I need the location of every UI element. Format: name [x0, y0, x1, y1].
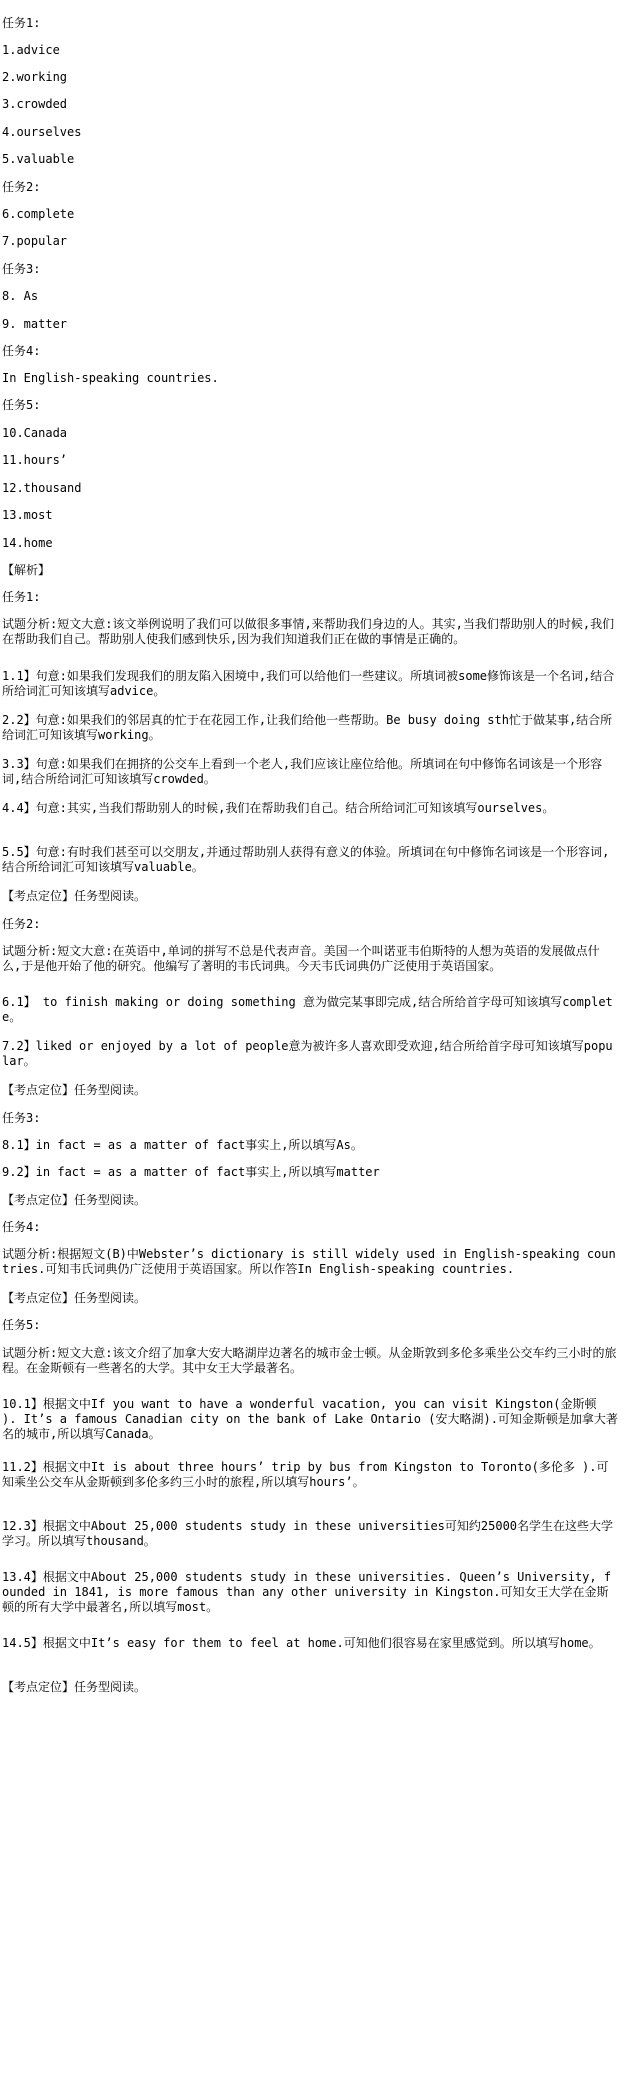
doc-line: 试题分析:根据短文(B)中Webster’s dictionary is still widely used in English-speaking countries.可知韦氏词典仍广泛使用于英语国家。所以作答In English-speaking countries. [2, 1247, 616, 1276]
doc-line: 【考点定位】任务型阅读。 [2, 1680, 147, 1694]
doc-line: 6.complete [2, 207, 75, 221]
doc-line: 任务1: [2, 16, 41, 30]
doc-line: 试题分析:短文大意:该文介绍了加拿大安大略湖岸边著名的城市金士顿。从金斯敦到多伦多乘坐公交车约三小时的旅程。在金斯顿有一些著名的大学。其中女王大学最著名。 [2, 1346, 617, 1375]
doc-line: 11.2】根据文中It is about three hours’ trip by bus from Kingston to Toronto(多伦多 ).可知乘坐公交车从金斯顿到多伦多约三小时的旅程,所以填写hours’。 [2, 1460, 609, 1489]
doc-line: 14.5】根据文中It’s easy for them to feel at home.可知他们很容易在家里感觉到。所以填写home。 [2, 1636, 601, 1650]
doc-line: 5.valuable [2, 152, 75, 166]
doc-line: 8.1】in fact = as a matter of fact事实上,所以填写As。 [2, 1138, 363, 1152]
doc-line: 10.1】根据文中If you want to have a wonderful vacation, you can visit Kingston(金斯顿 ). It’s a famous Canadian city on the bank of Lake Ontario (安大略湖).可知金斯顿是加拿大著名的城市,所以填写Canada。 [2, 1397, 618, 1441]
doc-line: 9.2】in fact = as a matter of fact事实上,所以填写matter [2, 1165, 380, 1179]
doc-line: 13.most [2, 508, 53, 522]
doc-line: 6.1】 to finish making or doing something 意为做完某事即完成,结合所给首字母可知该填写complete。 [2, 995, 613, 1024]
doc-line: 试题分析:短文大意:在英语中,单词的拼写不总是代表声音。美国一个叫诺亚韦伯斯特的人想为英语的发展做点什么,于是他开始了他的研究。他编写了著明的韦氏词典。今天韦氏词典仍广泛使用于英语国家。 [2, 944, 600, 973]
doc-line: 任务4: [2, 1220, 41, 1234]
doc-line: 【考点定位】任务型阅读。 [2, 1083, 147, 1097]
doc-line: 4.4】句意:其实,当我们帮助别人的时候,我们在帮助我们自己。结合所给词汇可知该填写ourselves。 [2, 801, 555, 815]
doc-line: 3.3】句意:如果我们在拥挤的公交车上看到一个老人,我们应该让座位给他。所填词在句中修饰名词该是一个形容词,结合所给词汇可知该填写crowded。 [2, 757, 603, 786]
doc-line: 14.home [2, 536, 53, 550]
doc-line: 任务2: [2, 180, 41, 194]
doc-line: 2.2】句意:如果我们的邻居真的忙于在花园工作,让我们给他一些帮助。Be busy doing sth忙于做某事,结合所给词汇可知该填写working。 [2, 713, 613, 742]
doc-line: 任务5: [2, 398, 41, 412]
doc-line: 1.advice [2, 43, 60, 57]
doc-line: 2.working [2, 70, 68, 84]
doc-line: 【解析】 [2, 563, 51, 577]
doc-line: 1.1】句意:如果我们发现我们的朋友陷入困境中,我们可以给他们一些建议。所填词被some修饰该是一个名词,结合所给词汇可知该填写advice。 [2, 669, 615, 698]
doc-line: 4.ourselves [2, 125, 82, 139]
doc-line: 【考点定位】任务型阅读。 [2, 1193, 147, 1207]
doc-line: 7.2】liked or enjoyed by a lot of people意为被许多人喜欢即受欢迎,结合所给首字母可知该填写popular。 [2, 1039, 613, 1068]
doc-line: 3.crowded [2, 97, 68, 111]
doc-line: 10.Canada [2, 426, 68, 440]
doc-line: 7.popular [2, 234, 68, 248]
doc-line: 13.4】根据文中About 25,000 students study in these universities. Queen’s University, founded in 1841, is more famous than any other university in Kingston.可知女王大学在金斯顿的所有大学中最著名,所以填写most。 [2, 1570, 612, 1614]
doc-line: 8. As [2, 289, 39, 303]
doc-line: 11.hours’ [2, 453, 68, 467]
doc-line: 任务2: [2, 917, 41, 931]
doc-line: 任务5: [2, 1318, 41, 1332]
doc-line: 任务3: [2, 262, 41, 276]
doc-line: 任务3: [2, 1111, 41, 1125]
doc-line: 12.thousand [2, 481, 82, 495]
doc-line: 任务1: [2, 590, 41, 604]
doc-line: 【考点定位】任务型阅读。 [2, 1291, 147, 1305]
doc-line: In English-speaking countries. [2, 371, 219, 385]
doc-line: 【考点定位】任务型阅读。 [2, 889, 147, 903]
doc-line: 任务4: [2, 344, 41, 358]
doc-line: 12.3】根据文中About 25,000 students study in these universities可知约25000名学生在这些大学学习。所以填写thousand。 [2, 1519, 614, 1548]
doc-line: 试题分析:短文大意:该文举例说明了我们可以做很多事情,来帮助我们身边的人。其实,当我们帮助别人的时候,我们在帮助我们自己。帮助别人使我们感到快乐,因为我们知道我们正在做的事情是正确的。 [2, 617, 615, 646]
doc-line: 5.5】句意:有时我们甚至可以交朋友,并通过帮助别人获得有意义的体验。所填词在句中修饰名词该是一个形容词,结合所给词汇可知该填写valuable。 [2, 845, 610, 874]
doc-line: 9. matter [2, 317, 68, 331]
